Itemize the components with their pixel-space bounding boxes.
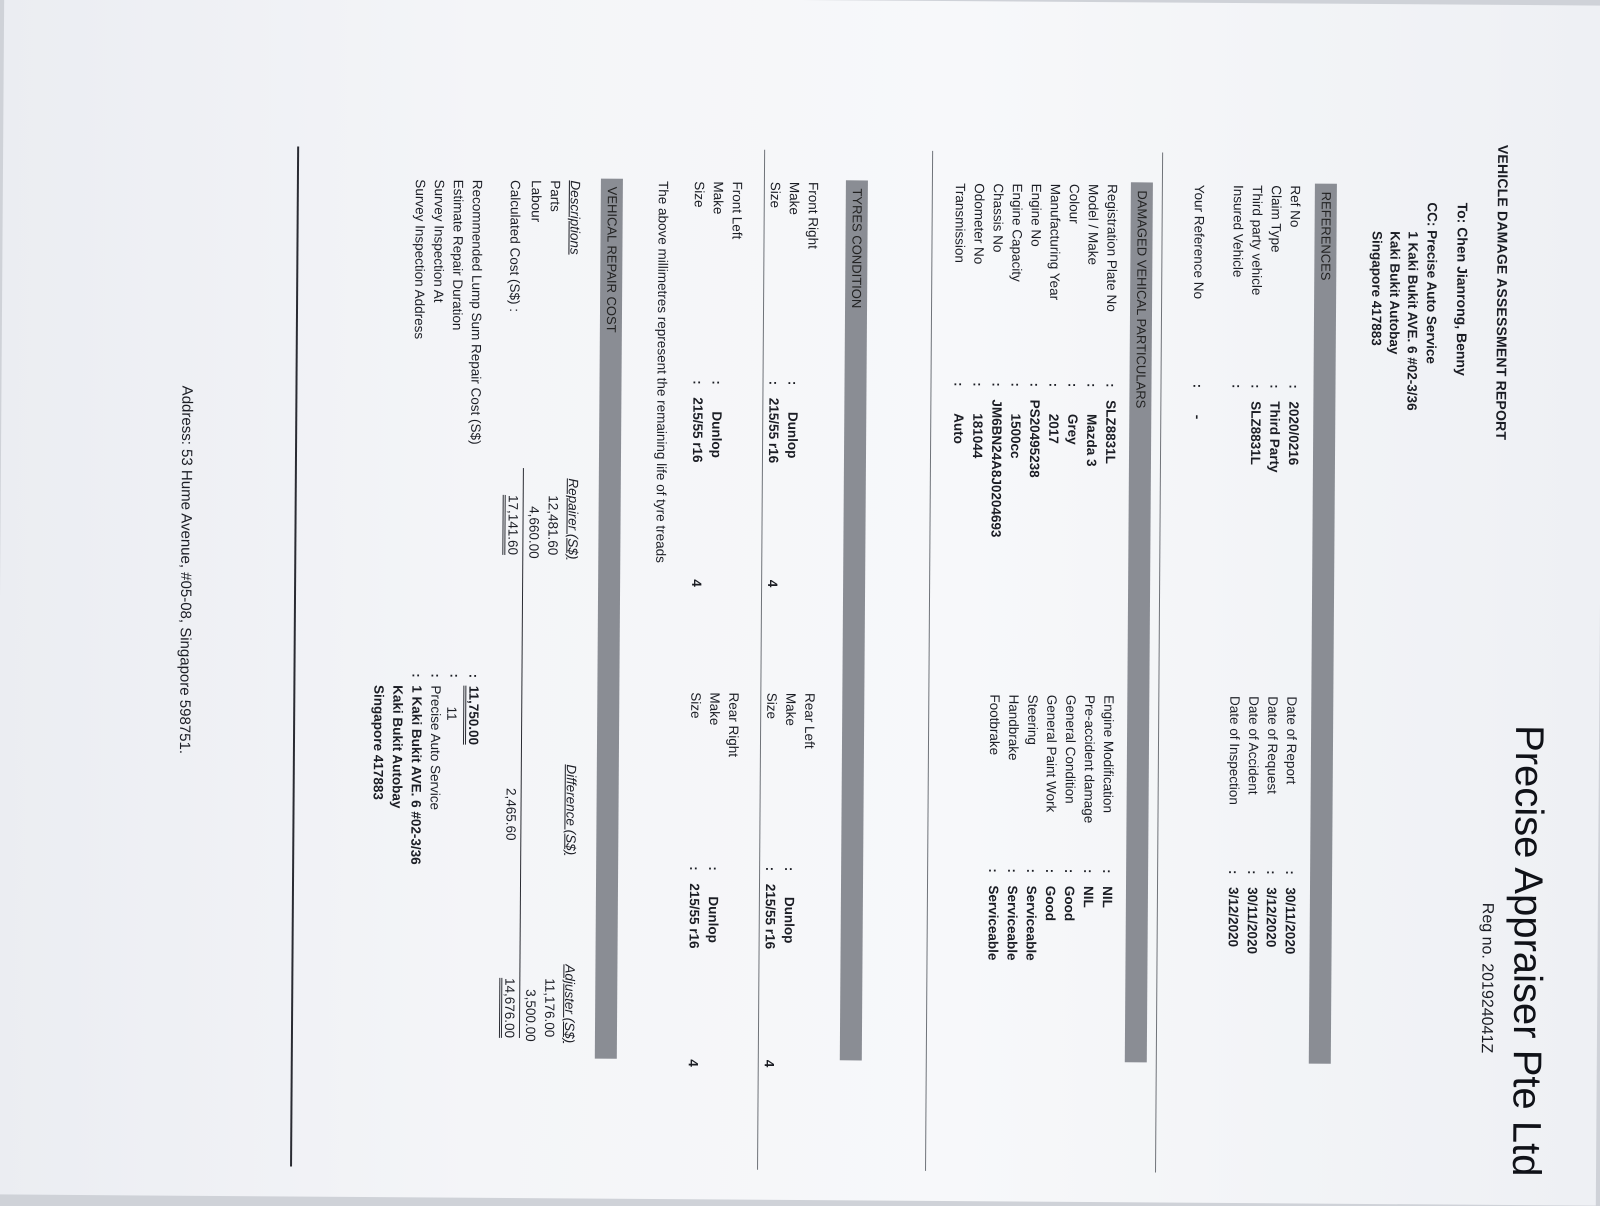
particular-value: 1500cc (1007, 413, 1024, 459)
footer-rule (290, 146, 299, 1166)
particular-value: Good (1042, 885, 1059, 922)
colon: : (428, 673, 444, 678)
colon: : (785, 380, 801, 386)
lump-sum-value: 11,750.00 (463, 686, 481, 745)
claim-type-value: Third Party (1266, 401, 1283, 473)
calculated-cost-adjuster: 14,676.00 (499, 978, 517, 1038)
colon: : (1103, 383, 1119, 388)
tyre-make-label: Make (783, 692, 799, 727)
colon: : (1008, 382, 1024, 387)
colon: : (1267, 384, 1283, 389)
company-name: Precise Appraiser Pte Ltd (1503, 724, 1552, 1177)
particular-label: Engine Modification (1100, 695, 1117, 814)
survey-address-line-3: Singapore 417883 (370, 685, 387, 800)
particular-label: Steering (1024, 694, 1041, 745)
ref-no-label: Ref No (1287, 185, 1303, 228)
colon: : (1190, 383, 1206, 389)
colon: : (989, 382, 1005, 387)
colon: : (1264, 870, 1280, 875)
particular-label: Transmission (952, 183, 968, 263)
rear-left-size: 215/55 r16 (762, 883, 779, 950)
divider (757, 150, 765, 1170)
report-page (16, 0, 1584, 1185)
calculated-cost-label: Calculated Cost (S$) : (507, 179, 523, 313)
colon: : (1084, 382, 1100, 388)
colon: : (1283, 870, 1299, 875)
calculated-cost-difference: 2,465.60 (503, 787, 519, 841)
particular-label: Pre-accident damage (1081, 694, 1098, 824)
particular-value: Auto (951, 413, 967, 444)
colon: : (706, 866, 722, 871)
labour-repairer: 4,660.00 (526, 506, 542, 559)
ref-no-value: 2020/0216 (1285, 401, 1302, 466)
colon: : (1024, 868, 1040, 874)
colon: : (1027, 382, 1043, 388)
parts-repairer: 12,481.60 (545, 495, 561, 556)
colon: : (1081, 868, 1097, 874)
colon: : (782, 866, 798, 872)
colon: : (970, 382, 986, 387)
front-left-tread: 4 (689, 579, 705, 587)
tyre-make-label: Make (786, 181, 802, 216)
rear-right-tread: 4 (685, 1059, 701, 1067)
col-descriptions: Descriptions (567, 180, 583, 255)
particular-label: Odometer No (971, 183, 987, 265)
cc-line: CC: Precise Auto Service (1423, 202, 1440, 365)
survey-at-label: Survey Inspection At (431, 179, 447, 303)
repair-duration-label: Estimate Repair Duration (449, 179, 466, 331)
colon: : (1286, 384, 1302, 389)
colon: : (447, 673, 463, 678)
date-of-accident-label: Date of Accident (1245, 696, 1262, 795)
tyre-size-label: Size (767, 181, 783, 209)
cc-address-line-1: 1 Kaki Bukit AVE. 6 #02-3/36 (1404, 231, 1421, 411)
particular-value: Good (1061, 885, 1078, 922)
repair-cost-heading (595, 179, 623, 1059)
tyre-size-label: Size (688, 692, 704, 719)
repair-cost-heading-text: VEHICAL REPAIR COST (603, 186, 620, 333)
tyres-heading (840, 180, 868, 1060)
colon: : (409, 673, 425, 678)
particular-value: SLZ8831L (1102, 400, 1119, 464)
col-difference: Difference (S$) (563, 764, 579, 856)
survey-address-line-1: 1 Kaki Bukit AVE. 6 #02-3/36 (408, 685, 425, 865)
colon: : (690, 380, 706, 385)
particular-value: Serviceable (985, 885, 1002, 961)
colon: : (763, 866, 779, 872)
colon: : (766, 380, 782, 386)
footer-address: Address: 53 Hume Avenue, #05-08, Singapore 598751. (175, 385, 196, 755)
particular-value: 2017 (1046, 413, 1062, 444)
particular-label: General Condition (1062, 694, 1079, 804)
lump-sum-label: Recommended Lump Sum Repair Cost (S$) (468, 179, 485, 445)
particular-label: Colour (1066, 183, 1082, 224)
colon: : (1100, 869, 1116, 874)
colon: : (466, 673, 482, 679)
rear-left-tread: 4 (761, 1059, 777, 1068)
date-of-accident-value: 30/11/2020 (1244, 887, 1261, 955)
rear-right-size: 215/55 r16 (686, 883, 703, 949)
particular-label: Engine Capacity (1009, 183, 1025, 282)
your-reference-label: Your Reference No (1191, 184, 1207, 300)
parts-adjuster: 11,176.00 (541, 978, 558, 1038)
particular-label: Model / Make (1085, 183, 1101, 266)
colon: : (687, 866, 703, 871)
divider (1155, 153, 1163, 1173)
calculated-cost-repairer: 17,141.60 (502, 495, 520, 555)
colon: : (1226, 869, 1242, 875)
particular-label: Engine No (1028, 183, 1044, 247)
particular-value: Serviceable (1004, 885, 1021, 961)
date-of-request-value: 3/12/2020 (1263, 887, 1280, 948)
particulars-heading-text: DAMAGED VEHICAL PARTICULARS (1133, 190, 1150, 409)
colon: : (1245, 870, 1261, 875)
tyre-make-label: Make (707, 692, 723, 726)
particular-value: Mazda 3 (1083, 413, 1100, 467)
particulars-heading (1125, 182, 1153, 1062)
third-party-vehicle-value: SLZ8831L (1247, 401, 1264, 466)
labour-adjuster: 3,500.00 (522, 989, 539, 1042)
colon: : (951, 382, 967, 387)
rear-left-make: Dunlop (781, 896, 797, 944)
insured-vehicle-label: Insured Vehicle (1230, 184, 1246, 278)
third-party-vehicle-label: Third party vehicle (1249, 185, 1265, 296)
colon: : (1043, 868, 1059, 874)
date-of-inspection-label: Date of Inspection (1226, 695, 1243, 805)
survey-address-line-2: Kaki Bukit Autobay (389, 685, 406, 809)
repair-duration-value: 11 (444, 706, 460, 721)
references-heading-text: REFERENCES (1318, 191, 1334, 281)
claim-type-label: Claim Type (1268, 185, 1284, 253)
col-adjuster: Adjuster (S$) (561, 964, 578, 1044)
colon: : (1229, 383, 1245, 389)
front-left-label: Front Left (729, 181, 745, 240)
front-right-size: 215/55 r16 (765, 397, 782, 464)
particular-value: Serviceable (1023, 885, 1040, 961)
colon: : (709, 380, 725, 385)
to-line: To: Chen Jianrong, Benny (1453, 202, 1471, 376)
references-heading (1309, 184, 1337, 1064)
colon: : (1062, 868, 1078, 874)
rear-left-label: Rear Left (801, 693, 818, 749)
front-right-tread: 4 (765, 579, 781, 588)
particular-label: General Paint Work (1043, 694, 1060, 813)
particular-label: Chassis No (990, 183, 1006, 253)
particular-label: Footbrake (986, 694, 1003, 756)
front-left-size: 215/55 r16 (689, 397, 706, 463)
tyre-make-label: Make (710, 181, 726, 215)
rear-right-label: Rear Right (725, 692, 742, 758)
your-reference-value: - (1190, 414, 1206, 420)
particular-value: NIL (1099, 886, 1116, 908)
colon: : (1005, 868, 1021, 873)
registration-number: Reg no. 201924041Z (1477, 902, 1496, 1054)
colon: : (1248, 384, 1264, 389)
report-title: VEHICLE DAMAGE ASSESSMENT REPORT (1493, 144, 1512, 441)
date-of-report-label: Date of Report (1283, 696, 1300, 785)
particular-label: Manufacturing Year (1047, 183, 1063, 301)
particular-label: Registration Plate No (1104, 184, 1120, 312)
front-right-make: Dunlop (784, 411, 801, 459)
colon: : (1046, 382, 1062, 388)
date-of-inspection-value: 3/12/2020 (1225, 886, 1242, 948)
particular-value: 181044 (969, 413, 986, 459)
divider (925, 151, 933, 1171)
survey-at-value: Precise Auto Service (427, 685, 444, 811)
particular-value: Grey (1065, 413, 1081, 445)
rear-right-make: Dunlop (705, 896, 721, 943)
tyre-size-label: Size (764, 692, 780, 720)
tyre-note: The above millimetres represent the remaining life of tyre treads (653, 180, 671, 564)
particular-value: NIL (1080, 885, 1097, 908)
survey-address-label: Survey Inspection Address (411, 179, 428, 340)
cc-address-line-2: Kaki Bukit Autobay (1386, 231, 1403, 355)
colon: : (1065, 382, 1081, 388)
labour-label: Labour (528, 180, 544, 223)
front-right-label: Front Right (805, 182, 821, 249)
particular-label: Handbrake (1005, 694, 1022, 761)
colon: : (986, 868, 1002, 873)
parts-label: Parts (547, 180, 563, 212)
tyre-size-label: Size (691, 181, 707, 208)
cc-address-line-3: Singapore 417883 (1368, 230, 1385, 346)
front-left-make: Dunlop (708, 411, 725, 458)
tyres-heading-text: TYRES CONDITION (849, 188, 865, 309)
date-of-request-label: Date of Request (1264, 696, 1281, 794)
date-of-report-value: 30/11/2020 (1282, 887, 1299, 955)
particular-value: PS20495238 (1026, 399, 1043, 478)
particular-value: JM6BN24A8J0204693 (988, 399, 1005, 538)
col-repairer: Repairer (S$) (565, 478, 581, 560)
